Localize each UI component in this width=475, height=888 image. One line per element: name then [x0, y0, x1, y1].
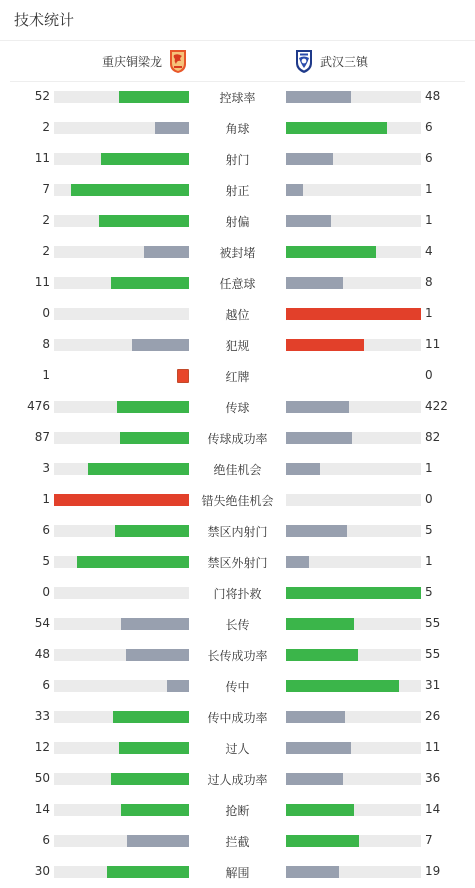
away-value: 1 [425, 182, 433, 196]
red-card-icon [177, 369, 189, 383]
stat-row [0, 763, 475, 794]
away-team-name: 武汉三镇 [320, 54, 369, 69]
stat-label: 解围 [225, 866, 250, 880]
away-value: 1 [425, 554, 433, 568]
home-bar-track [54, 339, 189, 351]
page-title: 技术统计 [14, 11, 75, 29]
home-bar-fill [155, 122, 189, 134]
stat-row [0, 515, 475, 546]
away-value: 6 [425, 151, 433, 165]
home-bar-track [54, 587, 189, 599]
away-bar-fill [286, 835, 359, 847]
stat-row [0, 546, 475, 577]
home-bar-fill [127, 835, 189, 847]
home-bar-track [54, 432, 189, 444]
stat-row [0, 856, 475, 887]
away-bar-fill [286, 277, 343, 289]
away-bar-fill [286, 866, 339, 878]
away-bar-track [286, 463, 421, 475]
home-value: 48 [34, 647, 50, 661]
home-bar-fill [101, 153, 189, 165]
away-bar-fill [286, 804, 354, 816]
away-bar-track [286, 587, 421, 599]
away-bar-track [286, 556, 421, 568]
away-bar-fill [286, 153, 333, 165]
stat-label: 任意球 [219, 277, 256, 291]
home-bar-fill [111, 773, 189, 785]
home-value: 5 [42, 554, 50, 568]
home-value: 6 [42, 523, 50, 537]
home-bar-fill [144, 246, 189, 258]
away-bar-fill [286, 401, 349, 413]
home-value: 50 [34, 771, 50, 785]
away-bar-fill [286, 556, 309, 568]
home-value: 52 [34, 89, 50, 103]
away-bar-track [286, 308, 421, 320]
stat-row [0, 732, 475, 763]
home-value: 33 [34, 709, 50, 723]
home-bar-track [54, 246, 189, 258]
home-bar-track [54, 122, 189, 134]
stat-row [0, 205, 475, 236]
stat-row [0, 174, 475, 205]
home-value: 7 [42, 182, 50, 196]
stat-row [0, 577, 475, 608]
stat-row [0, 608, 475, 639]
stat-label: 被封堵 [219, 246, 256, 260]
home-bar-track [54, 91, 189, 103]
home-team-name: 重庆铜梁龙 [101, 54, 162, 69]
stat-row [0, 391, 475, 422]
stat-label: 传球 [225, 401, 250, 415]
away-bar-fill [286, 525, 347, 537]
home-value: 3 [42, 461, 50, 475]
stat-row [0, 639, 475, 670]
stat-label: 绝佳机会 [213, 463, 262, 477]
stat-row [0, 329, 475, 360]
away-value: 1 [425, 461, 433, 475]
home-bar-track [54, 742, 189, 754]
stat-label: 红牌 [225, 370, 250, 384]
home-bar-fill [115, 525, 189, 537]
away-bar-fill [286, 773, 343, 785]
home-bar-fill [117, 401, 189, 413]
stat-row [0, 143, 475, 174]
away-value: 422 [425, 399, 448, 413]
stat-label: 控球率 [219, 91, 256, 105]
away-bar-track [286, 742, 421, 754]
home-bar-fill [111, 277, 189, 289]
stat-row [0, 825, 475, 856]
stat-label: 射门 [225, 153, 250, 167]
home-value: 30 [34, 864, 50, 878]
stat-row [0, 360, 475, 391]
stat-label: 长传成功率 [207, 649, 268, 663]
home-bar-track [54, 525, 189, 537]
stat-label: 禁区内射门 [207, 525, 268, 539]
away-value: 14 [425, 802, 441, 816]
home-bar-track [54, 308, 189, 320]
stat-label: 射正 [225, 184, 250, 198]
home-bar-track [54, 680, 189, 692]
home-bar-track [54, 556, 189, 568]
home-bar-fill [121, 618, 189, 630]
stat-label: 门将扑救 [213, 587, 262, 601]
away-bar-track [286, 711, 421, 723]
away-bar-fill [286, 184, 303, 196]
away-value: 4 [425, 244, 433, 258]
home-bar-fill [119, 91, 189, 103]
home-bar-track [54, 184, 189, 196]
stat-label: 犯规 [225, 339, 250, 353]
stat-label: 传中 [225, 680, 250, 694]
away-bar-track [286, 866, 421, 878]
stat-row [0, 81, 475, 112]
home-bar-fill [120, 432, 189, 444]
home-value: 0 [42, 585, 50, 599]
home-bar-fill [107, 866, 189, 878]
away-bar-fill [286, 680, 399, 692]
home-bar-track [54, 463, 189, 475]
away-bar-fill [286, 618, 354, 630]
away-bar-track [286, 215, 421, 227]
away-value: 11 [425, 337, 441, 351]
away-value: 36 [425, 771, 441, 785]
stat-label: 角球 [225, 122, 250, 136]
home-value: 11 [34, 275, 50, 289]
stats-list [0, 81, 475, 887]
away-bar-track [286, 680, 421, 692]
away-value: 11 [425, 740, 441, 754]
home-bar-fill [132, 339, 189, 351]
home-bar-track [54, 277, 189, 289]
stat-row [0, 422, 475, 453]
away-bar-track [286, 649, 421, 661]
home-value: 1 [42, 492, 50, 506]
away-value: 7 [425, 833, 433, 847]
home-bar-track [54, 494, 189, 506]
home-value: 87 [34, 430, 50, 444]
home-value: 6 [42, 833, 50, 847]
home-bar-fill [113, 711, 189, 723]
away-bar-track [286, 339, 421, 351]
away-bar-track [286, 122, 421, 134]
away-bar-track [286, 184, 421, 196]
chongqing-crest-icon [168, 48, 188, 74]
stat-row [0, 701, 475, 732]
away-value: 0 [425, 492, 433, 506]
stat-label: 过人 [225, 742, 250, 756]
away-bar-fill [286, 91, 351, 103]
home-value: 12 [34, 740, 50, 754]
home-bar-track [54, 835, 189, 847]
away-bar-fill [286, 587, 421, 599]
away-bar-track [286, 804, 421, 816]
home-bar-track [54, 804, 189, 816]
stat-label: 传中成功率 [207, 711, 268, 725]
stat-label: 禁区外射门 [207, 556, 268, 570]
away-bar-fill [286, 122, 387, 134]
home-bar-track [54, 618, 189, 630]
stat-row [0, 670, 475, 701]
home-bar-track [54, 773, 189, 785]
wuhan-crest-icon [294, 48, 314, 74]
home-bar-fill [121, 804, 189, 816]
stat-row [0, 794, 475, 825]
home-bar-track [54, 649, 189, 661]
home-bar-fill [126, 649, 189, 661]
home-bar-fill [167, 680, 189, 692]
stat-label: 射偏 [225, 215, 250, 229]
stat-row [0, 453, 475, 484]
away-bar-track [286, 401, 421, 413]
home-team[interactable] [102, 48, 188, 74]
stat-label: 过人成功率 [207, 773, 268, 787]
away-bar-track [286, 246, 421, 258]
away-value: 5 [425, 523, 433, 537]
stat-row [0, 298, 475, 329]
away-bar-fill [286, 246, 376, 258]
home-value: 0 [42, 306, 50, 320]
stat-row [0, 112, 475, 143]
stat-label: 越位 [225, 308, 250, 322]
home-bar-fill [119, 742, 189, 754]
home-bar-fill [71, 184, 189, 196]
away-value: 48 [425, 89, 441, 103]
home-value: 11 [34, 151, 50, 165]
home-value: 14 [34, 802, 50, 816]
away-value: 55 [425, 647, 441, 661]
away-bar-track [286, 277, 421, 289]
stat-label: 错失绝佳机会 [201, 494, 274, 508]
home-value: 54 [34, 616, 50, 630]
home-value: 6 [42, 678, 50, 692]
home-bar-track [54, 711, 189, 723]
home-bar-fill [99, 215, 189, 227]
away-bar-fill [286, 339, 364, 351]
away-bar-fill [286, 711, 345, 723]
home-value: 1 [42, 368, 50, 382]
teams-header [0, 46, 475, 82]
away-value: 26 [425, 709, 441, 723]
home-bar-track [54, 401, 189, 413]
away-value: 1 [425, 213, 433, 227]
away-bar-track [286, 494, 421, 506]
away-bar-track [286, 835, 421, 847]
away-bar-fill [286, 463, 320, 475]
away-bar-fill [286, 649, 358, 661]
divider [0, 40, 475, 41]
stat-label: 传球成功率 [207, 432, 268, 446]
away-value: 6 [425, 120, 433, 134]
away-bar-track [286, 153, 421, 165]
away-bar-fill [286, 215, 331, 227]
home-value: 476 [27, 399, 50, 413]
stat-label: 拦截 [225, 835, 250, 849]
home-value: 8 [42, 337, 50, 351]
home-value: 2 [42, 244, 50, 258]
home-bar-track [54, 215, 189, 227]
away-value: 5 [425, 585, 433, 599]
away-bar-track [286, 773, 421, 785]
stat-row [0, 267, 475, 298]
away-value: 19 [425, 864, 441, 878]
stat-row [0, 236, 475, 267]
away-value: 82 [425, 430, 441, 444]
away-value: 1 [425, 306, 433, 320]
away-bar-fill [286, 308, 421, 320]
home-bar-track [54, 866, 189, 878]
stat-row [0, 484, 475, 515]
away-value: 0 [425, 368, 433, 382]
away-bar-track [286, 618, 421, 630]
away-bar-track [286, 525, 421, 537]
home-bar-track [54, 153, 189, 165]
away-team[interactable] [294, 48, 368, 74]
away-value: 31 [425, 678, 441, 692]
home-bar-fill [88, 463, 189, 475]
away-bar-track [286, 432, 421, 444]
home-value: 2 [42, 213, 50, 227]
stat-label: 长传 [225, 618, 250, 632]
away-bar-fill [286, 742, 351, 754]
home-bar-fill [54, 494, 189, 506]
home-bar-fill [77, 556, 189, 568]
away-bar-track [286, 91, 421, 103]
away-value: 55 [425, 616, 441, 630]
home-value: 2 [42, 120, 50, 134]
away-bar-fill [286, 432, 352, 444]
away-value: 8 [425, 275, 433, 289]
stat-label: 抢断 [225, 804, 250, 818]
